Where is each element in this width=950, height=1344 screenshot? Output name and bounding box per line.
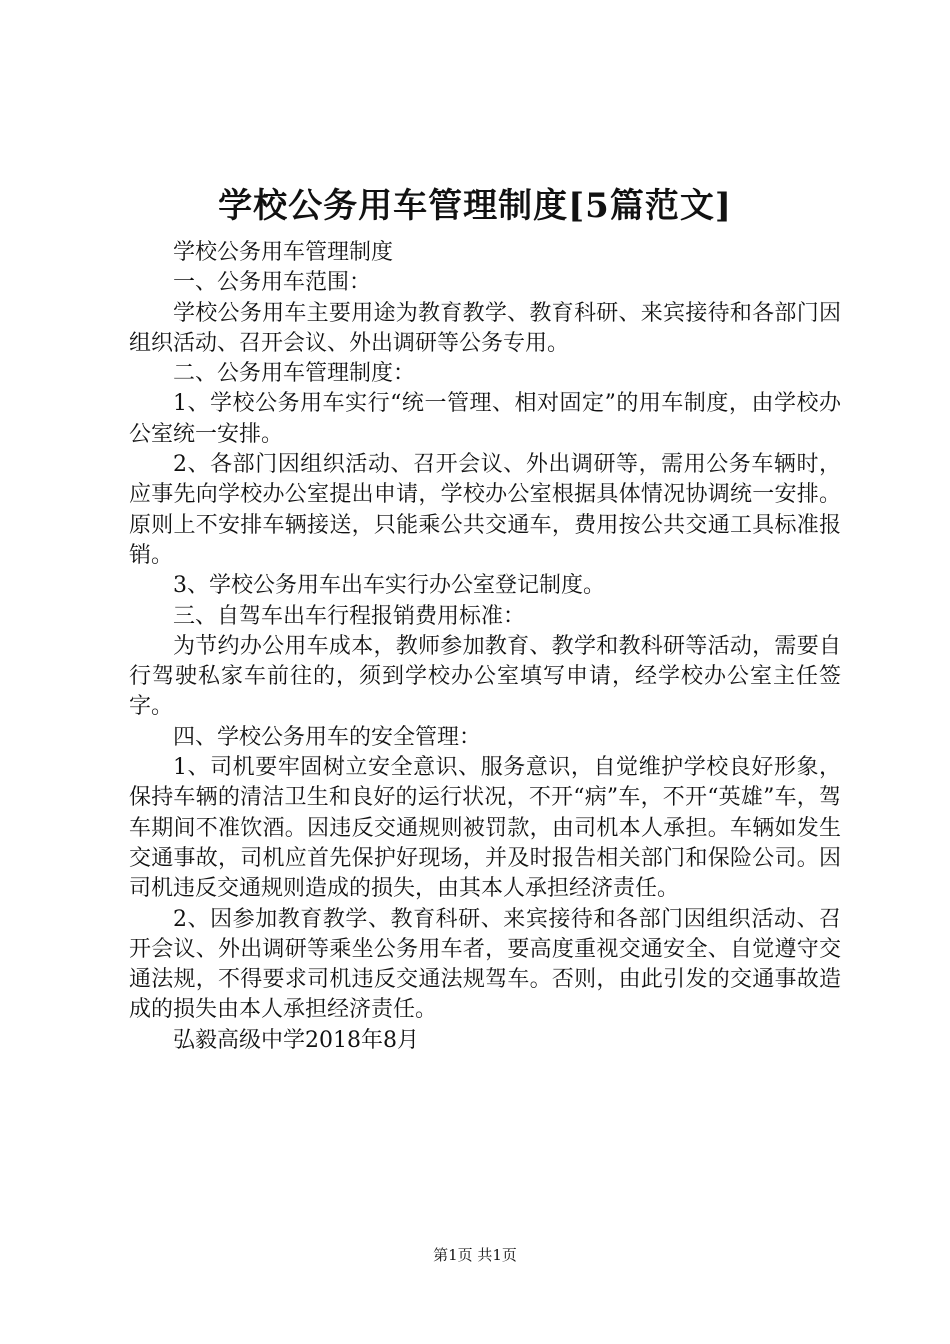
section-heading-3: 三、自驾车出车行程报销费用标准：	[173, 603, 526, 629]
paragraph: 为节约办公用车成本，教师参加教育、教学和教科研等活动，需要自行驾驶私家车前往的，须到学校办公室填写申请，经学校办公室主任签字。	[129, 633, 841, 720]
section-heading-1: 一、公务用车范围：	[173, 270, 372, 296]
paragraph: 1、司机要牢固树立安全意识、服务意识，自觉维护学校良好形象，保持车辆的清洁卫生和良好的运行状况，不开“病”车，不开“英雄”车，驾车期间不准饮酒。因违反交通规则被罚款，由司机本人承担。车辆如发生交通事故，司机应首先保护好现场，并及时报告相关部门和保险公司。因司机违反交通规则造成的损失，由其本人承担经济责任。	[129, 755, 841, 902]
paragraph: 学校公务用车主要用途为教育教学、教育科研、来宾接待和各部门因组织活动、召开会议、外出调研等公务专用。	[129, 300, 841, 356]
paragraph: 2、各部门因组织活动、召开会议、外出调研等，需用公务车辆时，应事先向学校办公室提出申请，学校办公室根据具体情况协调统一安排。原则上不安排车辆接送，只能乘公共交通车，费用按公共交通工具标准报销。	[129, 452, 841, 568]
signature-line: 弘毅高级中学2018年8月	[173, 1027, 419, 1053]
paragraph: 2、因参加教育教学、教育科研、来宾接待和各部门因组织活动、召开会议、外出调研等乘坐公务用车者，要高度重视交通安全、自觉遵守交通法规，不得要求司机违反交通法规驾车。否则，由此引发的交通事故造成的损失由本人承担经济责任。	[129, 906, 841, 1023]
section-heading-2: 二、公务用车管理制度：	[173, 361, 416, 387]
paragraph: 3、学校公务用车出车实行办公室登记制度。	[173, 573, 605, 599]
section-heading-4: 四、学校公务用车的安全管理：	[173, 724, 482, 750]
document-title: 学校公务用车管理制度[5篇范文]	[218, 186, 732, 226]
page-footer: 第1页 共1页	[433, 1246, 517, 1264]
paragraph: 1、学校公务用车实行“统一管理、相对固定”的用车制度，由学校办公室统一安排。	[129, 391, 841, 447]
document-body	[129, 238, 841, 1056]
paragraph-heading: 学校公务用车管理制度	[173, 240, 394, 265]
